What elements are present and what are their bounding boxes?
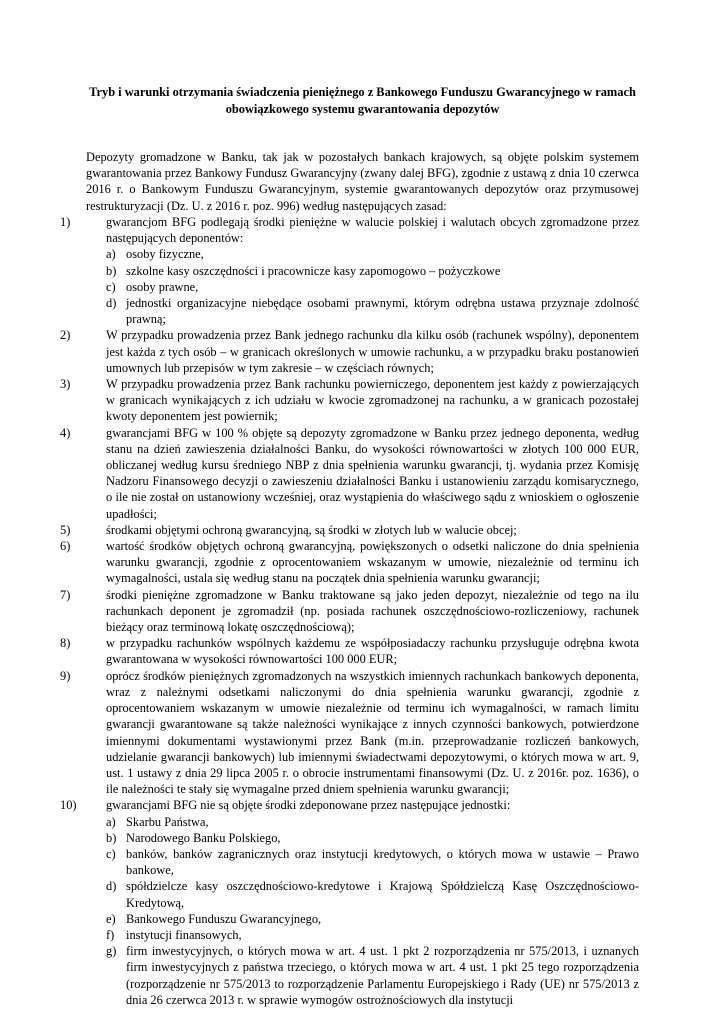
sub-list-item-text: instytucji finansowych, — [126, 927, 242, 942]
list-item — [60, 376, 639, 425]
sub-list-item-letter: e) — [106, 911, 116, 926]
list-item-number: 4) — [60, 425, 71, 440]
list-item-text: W przypadku prowadzenia przez Bank rachunku powierniczego, deponentem jest każdy z powierzających w granicach wynikających z ich udziału w kwocie zgromadzonej na rachunku, a w granicach pozostałej kwoty deponentem jest powiernik; — [106, 377, 639, 424]
list-item — [60, 327, 639, 376]
list-item-text: wartość środków objętych ochroną gwarancyjną, powiększonych o odsetki naliczone do dnia spełnienia warunku gwarancji, zgodnie z oprocentowaniem wskazanym w umowie, niezależnie od terminu ich wymagalności, ustala się według stanu na początek dnia spełnienia warunku gwarancji; — [106, 539, 639, 586]
list-item-text: gwarancjami BFG w 100 % objęte są depozyty zgromadzone w Banku przez jednego deponenta, według stanu na dzień zawieszenia działalności Banku, do wysokości równowartości w złotych 100 000 EUR, obliczanej według kursu średniego NBP z dnia spełnienia warunku gwarancji, tj. wydania przez Komisję Nadzoru Finansowego decyzji o zawieszeniu działalności Banku i ustanowieniu zarządu komisarycznego, o ile nie został on ustanowiony wcześniej, oraz wystąpienia do właściwego sądu z wnioskiem o ogłoszenie upadłości; — [106, 425, 639, 521]
sub-list-item-letter: c) — [106, 279, 116, 294]
sub-list-item — [106, 846, 639, 878]
sub-list-item — [106, 814, 639, 830]
sub-list-item — [106, 911, 639, 927]
sub-list-item — [106, 263, 639, 279]
list-item-text: środki pieniężne zgromadzone w Banku traktowane są jako jeden depozyt, niezależnie od tego na ilu rachunkach deponent je zgromadził (np. posiada rachunek oszczędnościowo-rozliczeniowy, rachunek bieżący oraz terminową lokatę oszczędnościową); — [106, 587, 639, 635]
list-item-number: 5) — [60, 522, 71, 537]
list-item — [60, 522, 639, 538]
sub-list-item-letter: b) — [106, 263, 117, 278]
list-item-number: 8) — [60, 636, 71, 651]
list-item-number: 2) — [60, 328, 71, 343]
sub-list-item-text: Skarbu Państwa, — [126, 814, 209, 829]
list-item-number: 1) — [60, 215, 71, 229]
list-item-number: 9) — [60, 668, 71, 683]
list-item-text: gwarancjami BFG nie są objęte środki zdeponowane przez następujące jednostki: — [106, 798, 511, 813]
document-title: Tryb i warunki otrzymania świadczenia pieniężnego z Bankowego Funduszu Gwarancyjnego w ramach obowiązkowego systemu gwarantowania depozytów — [89, 85, 636, 116]
sub-list-item — [106, 246, 639, 262]
sub-list-item — [106, 830, 639, 846]
list-item-text: gwarancjom BFG podlegają środki pieniężne w walucie polskiej i walutach obcych zgromadzone przez następujących deponentów: — [106, 215, 639, 246]
sub-list-item-text: spółdzielcze kasy oszczędnościowo-kredytowe i Krajową Spółdzielczą Kasę Oszczędnościowo-Kredytową, — [126, 879, 639, 910]
sub-list-item-text: firm inwestycyjnych, o których mowa w art. 4 ust. 1 pkt 2 rozporządzenia nr 575/2013, i uznanych firm inwestycyjnych z państwa trzeciego, o których mowa w art. 4 ust. 1 pkt 25 tego rozporządzenia (rozporządzenie nr 575/2013 to rozporządzenie Parlamentu Europejskiego i Rady (UE) nr 575/2013 z dnia 26 czerwca 2013 r. w sprawie wymogów ostrożnościowych dla instytucji — [126, 944, 639, 1007]
sub-list-item-text: Narodowego Banku Polskiego, — [126, 830, 281, 845]
sub-list-item-letter: a) — [106, 814, 116, 829]
sub-list-item-letter: c) — [106, 846, 116, 861]
sub-list-item — [106, 279, 639, 295]
sub-list-item-text: jednostki organizacyjne niebędące osobami prawnymi, którym odrębna ustawa przyznaje zdolność prawną; — [126, 296, 639, 327]
list-item — [60, 797, 639, 1008]
sub-list-item — [106, 927, 639, 943]
sub-list-item — [106, 943, 639, 1008]
sub-list-item-letter: g) — [106, 944, 117, 959]
list-item — [60, 538, 639, 587]
list-item — [60, 635, 639, 667]
sub-list-item-text: szkolne kasy oszczędności i pracownicze kasy zapomogowo – pożyczkowe — [126, 263, 501, 278]
list-item-text: W przypadku prowadzenia przez Bank jednego rachunku dla kilku osób (rachunek wspólny), deponentem jest każda z tych osób – w granicach określonych w umowie rachunku, a w przypadku braku postanowień umownych lub przepisów w tym zakresie – w częściach równych; — [106, 328, 639, 375]
list-item-number: 3) — [60, 377, 71, 392]
list-item-number: 10) — [60, 798, 77, 813]
sub-list — [106, 246, 639, 327]
numbered-list — [60, 214, 639, 1008]
list-item — [60, 587, 639, 636]
sub-list-item — [106, 878, 639, 910]
sub-list-item — [106, 295, 639, 327]
sub-list-item-letter: d) — [106, 296, 117, 311]
list-item-text: środkami objętymi ochroną gwarancyjną, są środki w złotych lub w walucie obcej; — [106, 522, 517, 537]
sub-list-item-letter: a) — [106, 247, 116, 262]
list-item-number: 7) — [60, 587, 71, 602]
sub-list-item-text: banków, banków zagranicznych oraz instytucji kredytowych, o których mowa w ustawie – Prawo bankowe, — [126, 846, 639, 878]
sub-list — [106, 814, 639, 1008]
sub-list-item-text: osoby fizyczne, — [126, 247, 204, 262]
list-item — [60, 214, 639, 327]
sub-list-item-letter: d) — [106, 879, 117, 894]
sub-list-item-letter: f) — [106, 927, 115, 942]
sub-list-item-text: osoby prawne, — [126, 279, 199, 294]
list-item-text: oprócz środków pieniężnych zgromadzonych na wszystkich imiennych rachunkach bankowych deponenta, wraz z należnymi odsetkami naliczonymi do dnia spełnienia warunku gwarancji, zgodnie z oprocentowaniem wskazanym w umowie niezależnie od terminu ich wymagalności, w ramach limitu gwarancji gwarantowane są także należności wynikające z innych czynności bankowych, potwierdzone imiennymi dokumentami wystawionymi przez Bank (m.in. przeprowadzanie rozliczeń bankowych, udzielanie gwarancji bankowych) lub imiennymi świadectwami depozytowymi, o których mowa w art. 9, ust. 1 ustawy z dnia 29 lipca 2005 r. o obrocie instrumentami finansowymi (Dz. U. z 2016r. poz. 1636), o ile należności te stały się wymagalne przed dniem spełnienia warunku gwarancji; — [106, 668, 639, 797]
sub-list-item-text: Bankowego Funduszu Gwarancyjnego, — [126, 911, 322, 926]
list-item-text: w przypadku rachunków wspólnych każdemu ze współposiadaczy rachunku przysługuje odrębna kwota gwarantowana w wysokości równowartości 100 000 EUR; — [106, 636, 639, 667]
sub-list-item-letter: b) — [106, 830, 117, 845]
list-item-number: 6) — [60, 539, 71, 554]
list-item — [60, 668, 639, 798]
list-item — [60, 425, 639, 522]
intro-paragraph: Depozyty gromadzone w Banku, tak jak w pozostałych bankach krajowych, są objęte polskim systemem gwarantowania przez Bankowy Fundusz Gwarancyjny (zwany dalej BFG), zgodnie z ustawą z dnia 10 czerwca 2016 r. o Bankowym Funduszu Gwarancyjnym, systemie gwarantowanych depozytów oraz przymusowej restrukturyzacji (Dz. U. z 2016 r. poz. 996) według następujących zasad: — [86, 150, 639, 213]
